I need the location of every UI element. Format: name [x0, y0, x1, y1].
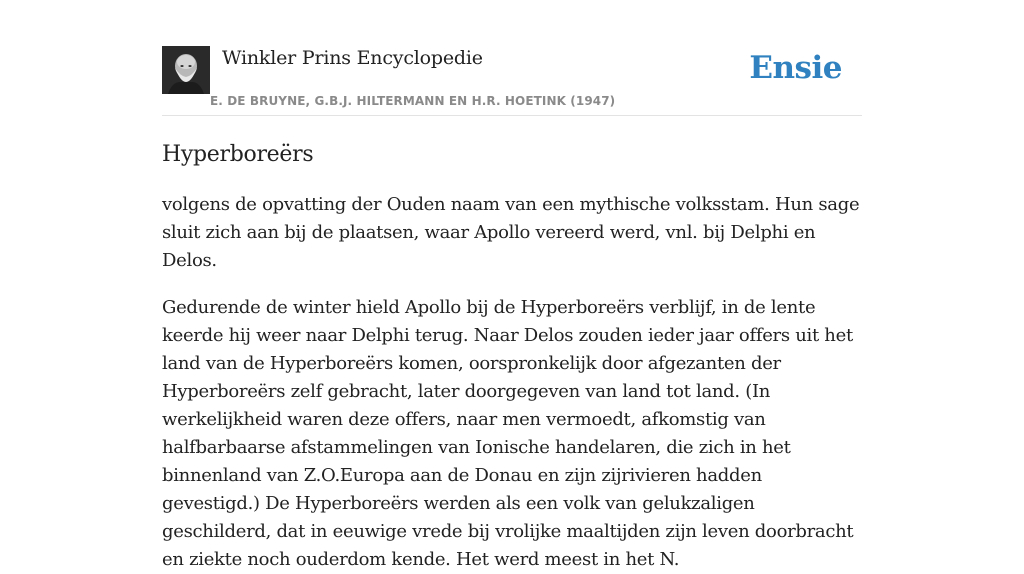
authors-line: E. DE BRUYNE, G.B.J. HILTERMANN EN H.R. HOETINK (1947): [210, 94, 616, 108]
bearded-man-portrait-icon: [162, 46, 210, 94]
article-title: Hyperboreërs: [162, 142, 314, 167]
header: [162, 46, 862, 115]
header-divider: [162, 115, 862, 116]
article-paragraph: Gedurende de winter hield Apollo bij de Hyperboreërs verblijf, in de lente keerde hij weer naar Delphi terug. Naar Delos zouden ieder jaar offers uit het land van de Hyperboreërs komen, oorspronkelijk door afgezanten der Hyperboreërs zelf gebracht, later doorgegeven van land tot land. (In werkelijkheid waren deze offers, naar men vermoedt, afkomstig van halfbarbaarse afstammelingen van Ionische handelaren, die zich in het binnenland van Z.O.Europa aan de Donau en zijn zijrivieren hadden gevestigd.) De Hyperboreërs werden als een volk van gelukzaligen geschilderd, dat in eeuwige vrede bij vrolijke maaltijden zijn leven doorbracht en ziekte noch ouderdom kende. Het werd meest in het N.: [162, 297, 854, 570]
article-paragraph: volgens de opvatting der Ouden naam van een mythische volksstam. Hun sage sluit zich aan bij de plaatsen, waar Apollo vereerd werd, vnl. bij Delphi en Delos.: [162, 194, 860, 271]
page: [162, 0, 862, 574]
brand-logo-link[interactable]: Ensie: [749, 50, 842, 86]
encyclopedia-title: Winkler Prins Encyclopedie: [222, 47, 483, 69]
author-avatar: [162, 46, 210, 94]
article-body: [162, 191, 862, 574]
